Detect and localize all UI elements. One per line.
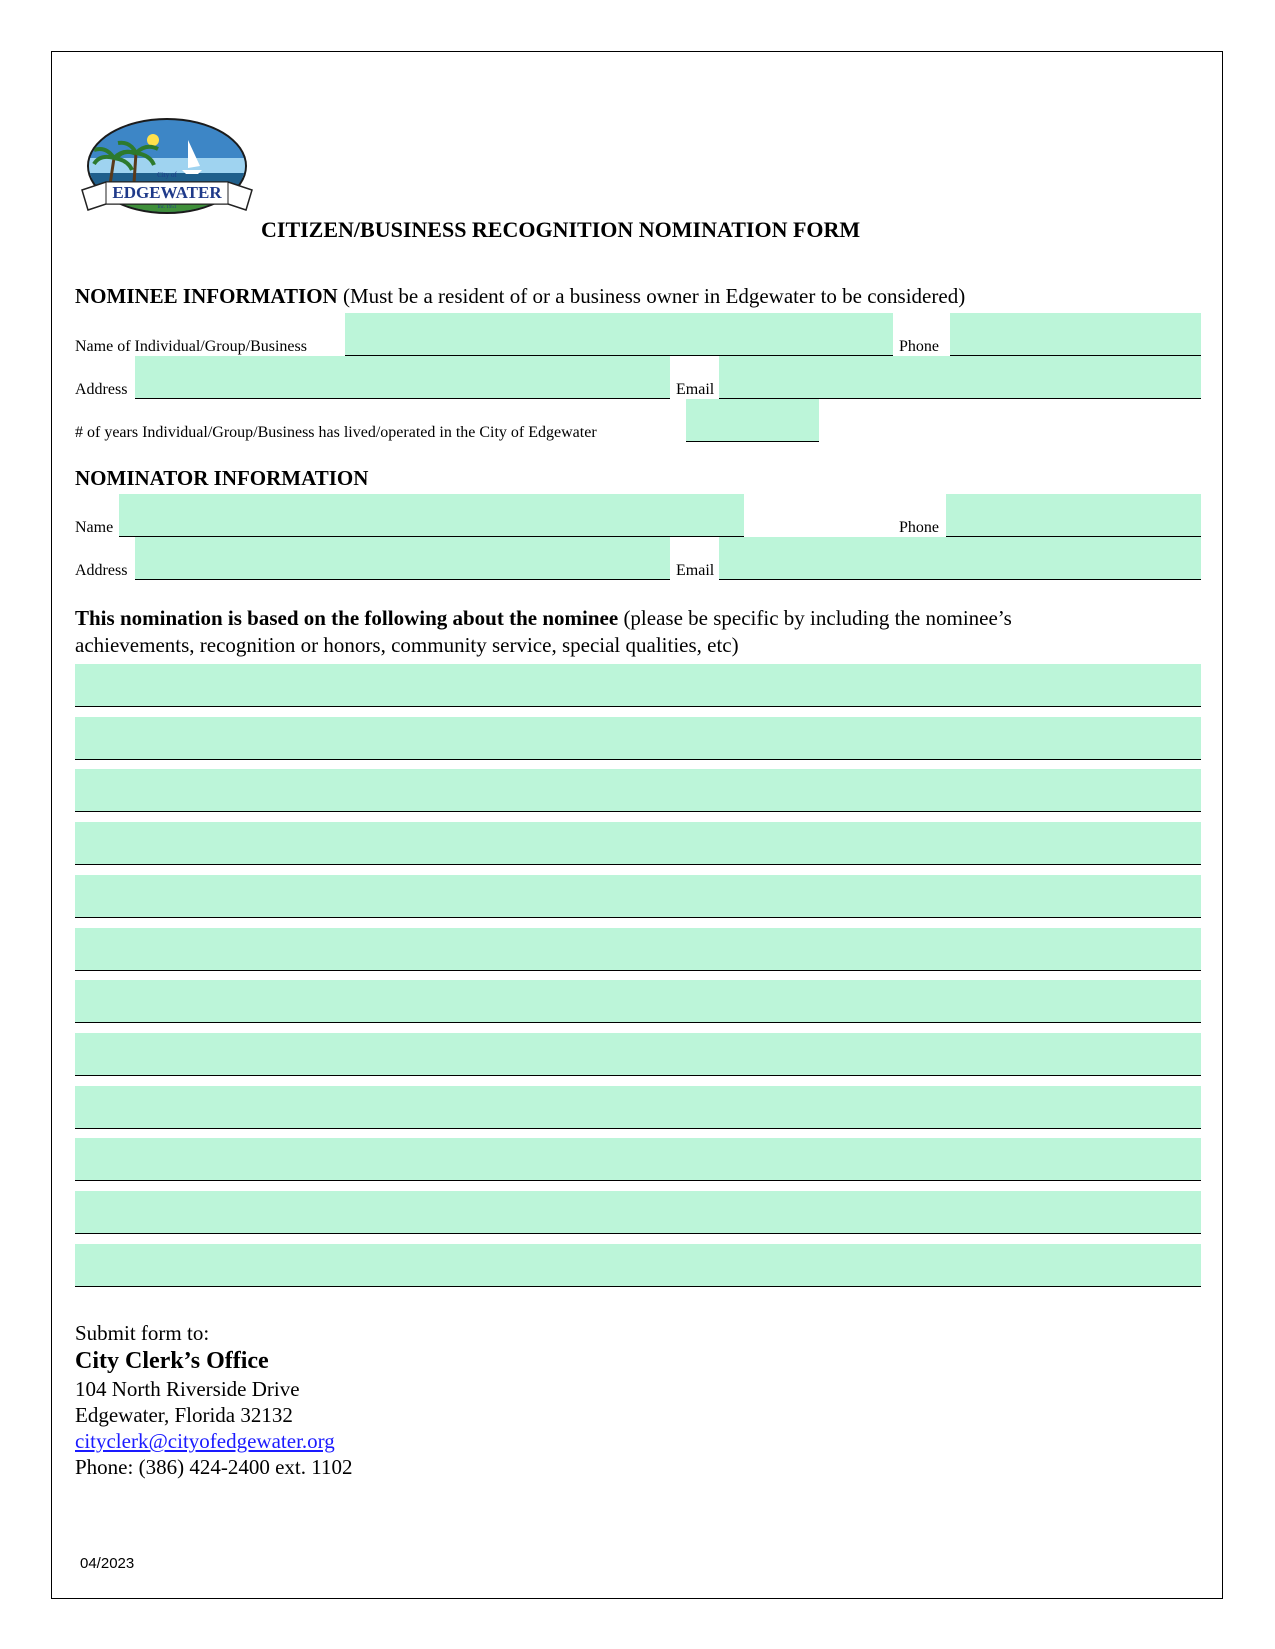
nominee-address-field[interactable] (135, 356, 670, 399)
city-of-edgewater-logo (78, 118, 256, 230)
nominee-years-field[interactable] (686, 399, 819, 442)
revision-date: 04/2023 (80, 1555, 135, 1572)
nominator-name-label: Name (75, 519, 114, 536)
nominee-email-field[interactable] (719, 356, 1201, 399)
basis-heading-note-2: achievements, recognition or honors, community service, special qualities, etc) (75, 633, 739, 657)
nominee-heading-bold: NOMINEE INFORMATION (75, 284, 338, 308)
basis-line-4[interactable] (75, 822, 1201, 865)
nominator-heading: NOMINATOR INFORMATION (75, 466, 369, 490)
nominee-address-label: Address (75, 381, 128, 398)
nominator-email-label: Email (676, 562, 715, 579)
nominee-name-field[interactable] (345, 313, 893, 356)
nominee-email-label: Email (676, 381, 715, 398)
svg-text:Inc. 1951: Inc. 1951 (157, 205, 177, 210)
office-address-line1: 104 North Riverside Drive (75, 1377, 300, 1401)
nominee-phone-label: Phone (899, 338, 939, 355)
basis-line-1[interactable] (75, 664, 1201, 707)
basis-line-8[interactable] (75, 1033, 1201, 1076)
basis-line-12[interactable] (75, 1244, 1201, 1287)
nominee-years-label: # of years Individual/Group/Business has lived/operated in the City of Edgewater (75, 424, 597, 441)
nominator-name-field[interactable] (119, 494, 744, 537)
basis-heading-bold: This nomination is based on the following about the nominee (75, 606, 619, 630)
nominator-email-field[interactable] (719, 537, 1201, 580)
office-address-line2: Edgewater, Florida 32132 (75, 1403, 293, 1427)
nominee-heading-note: (Must be a resident of or a business owner in Edgewater to be considered) (337, 284, 966, 308)
nominee-phone-field[interactable] (950, 313, 1201, 356)
nominee-name-label: Name of Individual/Group/Business (75, 338, 307, 355)
nominator-phone-label: Phone (899, 519, 939, 536)
basis-line-3[interactable] (75, 769, 1201, 812)
basis-line-5[interactable] (75, 875, 1201, 918)
nominee-heading (75, 284, 965, 309)
submit-label: Submit form to: (75, 1321, 210, 1345)
basis-line-11[interactable] (75, 1191, 1201, 1234)
office-phone: Phone: (386) 424-2400 ext. 1102 (75, 1455, 353, 1479)
basis-line-6[interactable] (75, 928, 1201, 971)
nominator-address-field[interactable] (135, 537, 670, 580)
svg-text:EDGEWATER: EDGEWATER (112, 183, 222, 202)
svg-text:City of: City of (157, 171, 177, 179)
basis-line-9[interactable] (75, 1086, 1201, 1129)
office-email-link[interactable]: cityclerk@cityofedgewater.org (75, 1429, 335, 1453)
basis-line-2[interactable] (75, 717, 1201, 760)
nominator-address-label: Address (75, 562, 128, 579)
submit-block (75, 1320, 352, 1480)
nominator-phone-field[interactable] (946, 494, 1201, 537)
basis-heading-note-1: (please be specific by including the nominee’s (618, 606, 1012, 630)
form-title: CITIZEN/BUSINESS RECOGNITION NOMINATION FORM (261, 217, 861, 242)
basis-line-7[interactable] (75, 980, 1201, 1023)
basis-line-10[interactable] (75, 1138, 1201, 1181)
basis-heading (75, 605, 1012, 659)
office-name: City Clerk’s Office (75, 1348, 269, 1374)
